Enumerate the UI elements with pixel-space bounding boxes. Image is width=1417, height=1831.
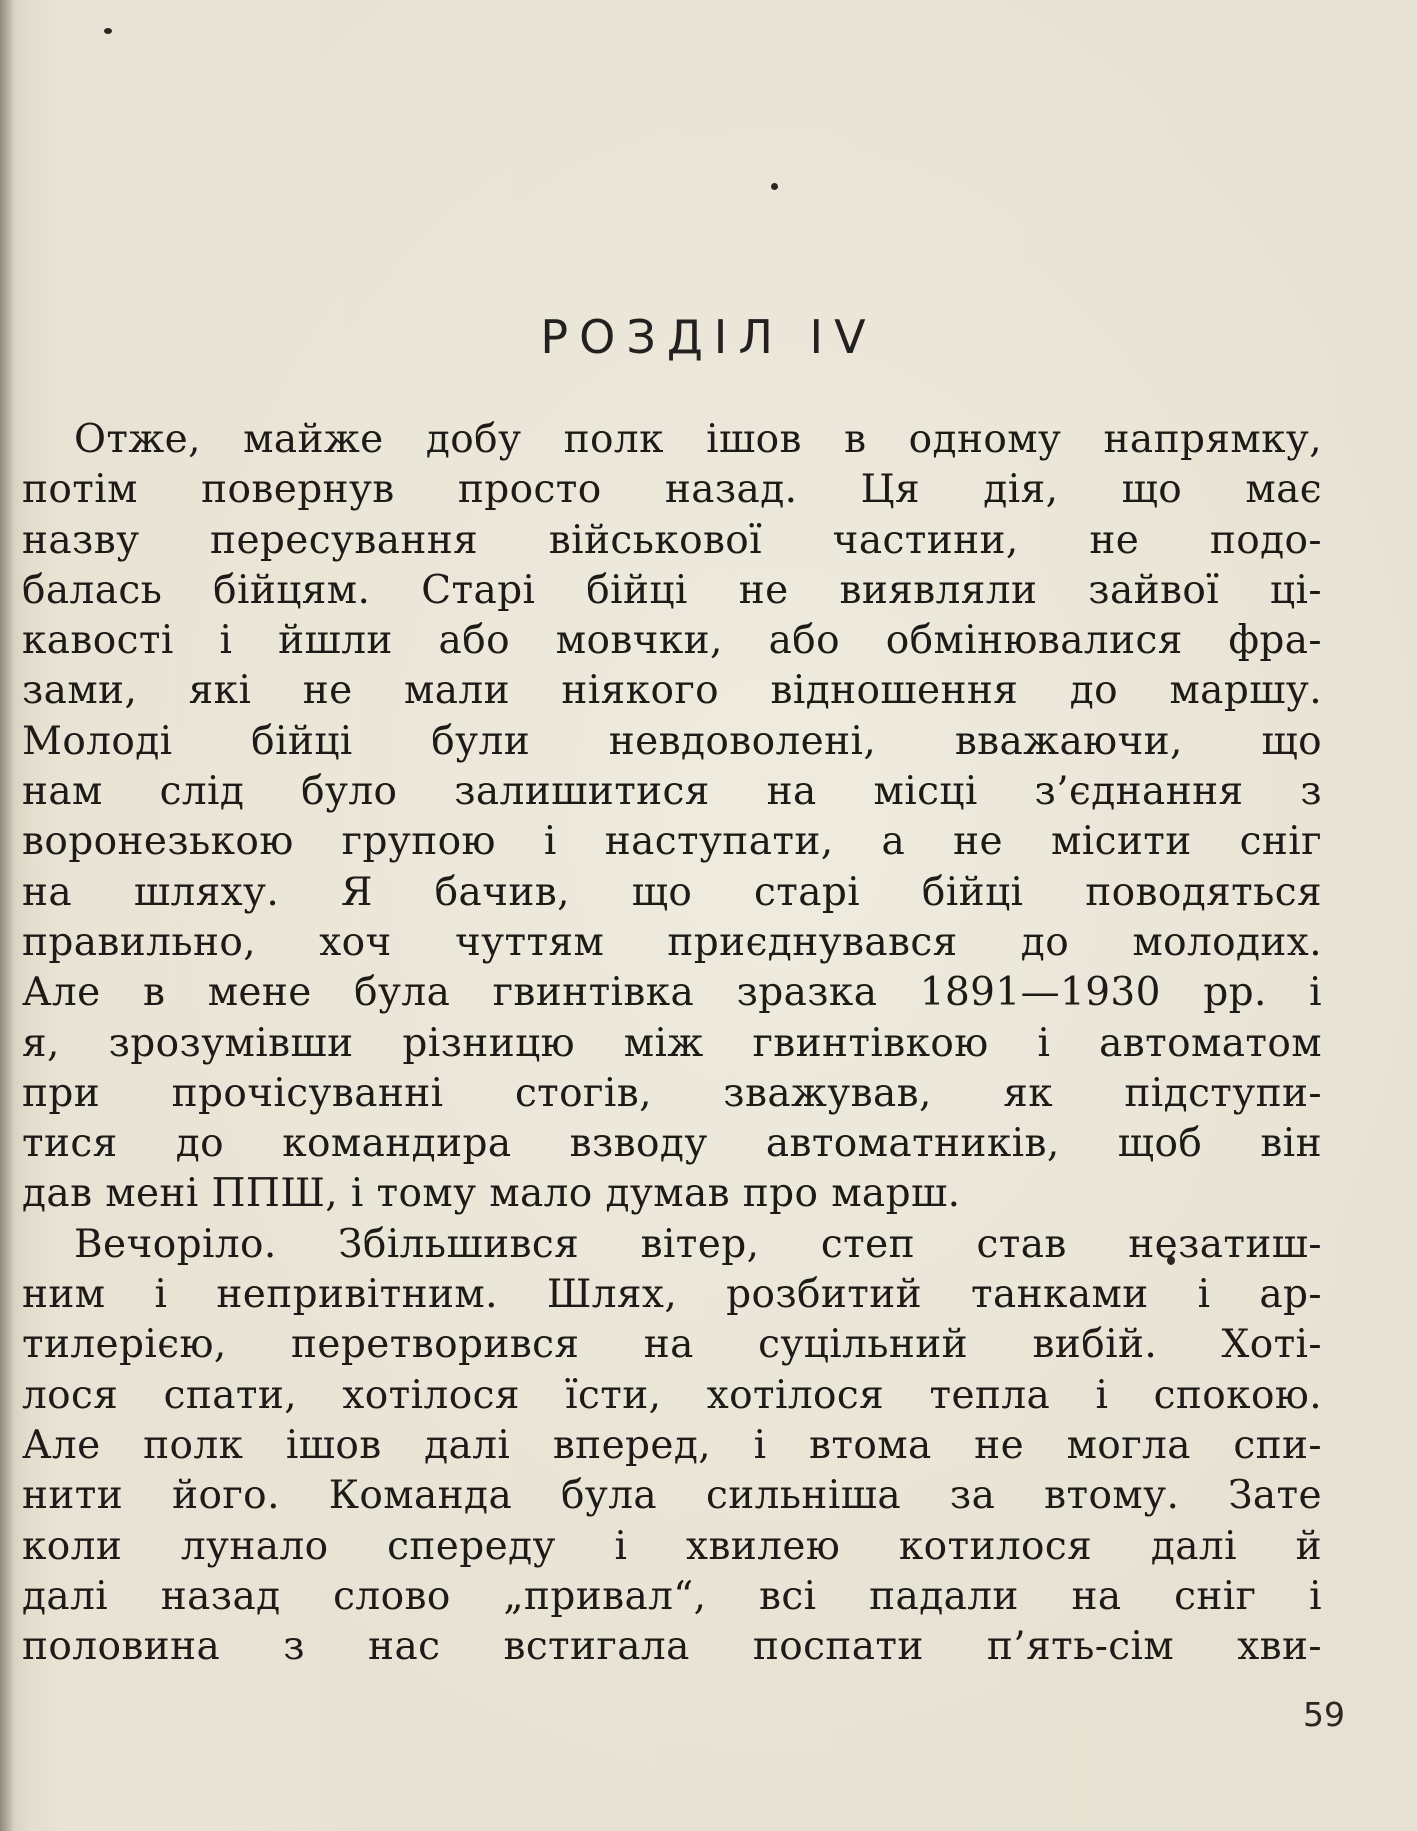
text-line: при прочісуванні стогів, зважував, як підступи- xyxy=(22,1070,1322,1116)
text-line: дав мені ППШ, і тому мало думав про марш. xyxy=(22,1171,961,1217)
text-line: половина з нас встигала поспати п’ять-сім хви- xyxy=(22,1624,1322,1670)
text-line: зами, які не мали ніякого відношення до маршу. xyxy=(22,668,1322,714)
text-line: потім повернув просто назад. Ця дія, що має xyxy=(22,467,1322,513)
ink-speck xyxy=(771,183,778,190)
text-line: ним і непривітним. Шлях, розбитий танками і ар- xyxy=(22,1272,1322,1318)
text-line: правильно, хоч чуттям приєднувався до молодих. xyxy=(22,919,1322,965)
page-number: 59 xyxy=(1303,1695,1345,1734)
text-line: нити його. Команда була сильніша за втому. Зате xyxy=(22,1473,1322,1519)
text-line: на шляху. Я бачив, що старі бійці поводяться xyxy=(22,869,1322,915)
text-line: нам слід було залишитися на місці з’єднання з xyxy=(22,769,1322,815)
text-line: назву пересування військової частини, не подо- xyxy=(22,517,1322,563)
text-line: я, зрозумівши різницю між гвинтівкою і автоматом xyxy=(22,1020,1322,1066)
text-line: Молоді бійці були невдоволені, вважаючи, що xyxy=(22,718,1322,764)
text-line: воронезькою групою і наступати, а не місити сніг xyxy=(22,819,1322,865)
text-line: тися до командира взводу автоматників, щоб він xyxy=(22,1121,1322,1167)
text-line: Але в мене була гвинтівка зразка 1891—1930 рр. і xyxy=(22,970,1322,1016)
text-line: лося спати, хотілося їсти, хотілося тепла і спокою. xyxy=(22,1372,1322,1418)
text-line: Але полк ішов далі вперед, і втома не могла спи- xyxy=(22,1422,1322,1468)
text-line: коли лунало спереду і хвилею котилося далі й xyxy=(22,1523,1322,1569)
spine-shadow xyxy=(0,0,14,1831)
chapter-title: РОЗДІЛ IV xyxy=(540,310,877,364)
text-line: далі назад слово „привал“, всі падали на сніг і xyxy=(22,1573,1322,1619)
text-line: кавості і йшли або мовчки, або обмінювалися фра- xyxy=(22,618,1322,664)
text-line: балась бійцям. Старі бійці не виявляли зайвої ці- xyxy=(22,567,1322,613)
ink-speck xyxy=(104,28,112,34)
text-line: Вечоріло. Збільшився вітер, степ став незатиш- xyxy=(74,1221,1322,1267)
body-text xyxy=(22,415,1322,1672)
text-line: тилерією, перетворився на суцільний вибій. Хоті- xyxy=(22,1322,1322,1368)
text-line: Отже, майже добу полк ішов в одному напрямку, xyxy=(74,417,1322,462)
